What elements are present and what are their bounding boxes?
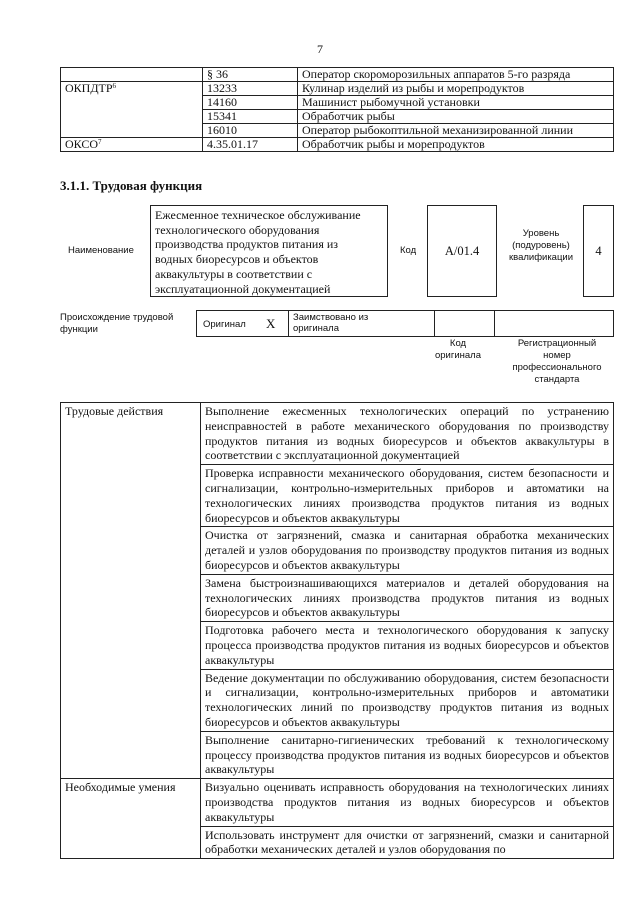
borrowed-label-line: Заимствовано из: [293, 312, 369, 323]
level-label: [502, 228, 580, 264]
reg-caption-line: Регистрационный: [517, 338, 597, 349]
classifier-row: [61, 82, 614, 96]
action-item: Ведение документации по обслуживанию оборудования, систем безопасности и сигнализации, контрольно-измерительных приборов и автоматики технологических линий по производству продуктов питания из водных биоресурсов и объектов аквакультуры: [201, 669, 614, 731]
classifier-name: [61, 82, 203, 96]
classifier-row: [61, 124, 614, 138]
classifier-code: 15341: [203, 110, 298, 124]
classifier-code: 14160: [203, 96, 298, 110]
actions-row: [61, 403, 614, 465]
origin-table: [196, 310, 614, 337]
original-cell: [197, 311, 260, 336]
function-name-line: эксплуатационной документацией: [155, 281, 331, 296]
classifier-title: Машинист рыбомучной установки: [298, 96, 614, 110]
original-label: Оригинал: [203, 319, 246, 330]
function-name-line: Ежесменное техническое обслуживание: [155, 208, 361, 222]
function-name-box: [150, 205, 388, 297]
origin-label-line: Происхождение трудовой: [60, 312, 174, 323]
action-item: Подготовка рабочего места и технологического оборудования к запуску процесса производства продуктов питания из водных биоресурсов и объектов аквакультуры: [201, 622, 614, 669]
classifier-code: § 36: [203, 68, 298, 82]
origin-label: [60, 312, 192, 336]
function-name-line: аквакультуры в соответствии с: [155, 266, 313, 281]
action-item: Замена быстроизнашивающихся материалов и деталей оборудования на технологических линиях производства продуктов питания из водных биоресурсов и объектов аквакультуры: [201, 574, 614, 621]
skill-item: Использовать инструмент для очистки от загрязнений, смазки и санитарной обработки механических деталей и узлов оборудования по: [201, 826, 614, 859]
original-mark: X: [266, 316, 276, 331]
classifier-row: [61, 68, 614, 82]
classifier-abbr: ОКСО: [65, 137, 99, 151]
skills-row: [61, 779, 614, 826]
classifier-row: [61, 96, 614, 110]
reg-caption-line: профессионального: [512, 362, 602, 373]
classifier-name: [61, 110, 203, 124]
section-title: 3.1.1. Трудовая функция: [60, 178, 203, 193]
classifier-title: Оператор рыбокоптильной механизированной линии: [298, 124, 614, 138]
footnote-ref: 7: [98, 138, 102, 146]
origin-label-line: функции: [60, 324, 98, 335]
classifier-code: 13233: [203, 82, 298, 96]
reg-caption-line: номер: [543, 350, 571, 361]
classifier-table: [60, 67, 614, 152]
code-caption-line: Код: [449, 338, 467, 349]
classifier-name: [61, 96, 203, 110]
classifier-name: [61, 68, 203, 82]
borrowed-cell: [288, 311, 434, 336]
classifier-row: [61, 110, 614, 124]
classifier-title: Обработчик рыбы и морепродуктов: [298, 138, 614, 152]
classifier-code: 4.35.01.17: [203, 138, 298, 152]
classifier-title: Кулинар изделий из рыбы и морепродуктов: [298, 82, 614, 96]
name-label: Наименование: [68, 245, 134, 256]
level-label-line: квалификации: [508, 252, 574, 263]
code-caption-line: оригинала: [434, 350, 481, 361]
reg-number-cell: [494, 311, 614, 336]
borrowed-label: [293, 312, 368, 334]
function-name-line: производства продуктов питания из: [155, 237, 339, 252]
page-number: 7: [317, 42, 323, 56]
action-item: Очистка от загрязнений, смазка и санитарная обработка механических деталей и узлов оборудования по производству продуктов питания из водных биоресурсов и объектов аквакультуры: [201, 527, 614, 574]
classifier-code: 16010: [203, 124, 298, 138]
skills-label: Необходимые умения: [61, 779, 201, 859]
function-name-line: водных биоресурсов и объектов: [155, 252, 319, 267]
original-code-cell: [434, 311, 494, 336]
classifier-title: Оператор скороморозильных аппаратов 5-го разряда: [298, 68, 614, 82]
classifier-title: Обработчик рыбы: [298, 110, 614, 124]
function-name-line: технологического оборудования: [155, 222, 320, 237]
labor-function-table: [60, 402, 614, 859]
classifier-row: [61, 138, 614, 152]
original-mark-cell: [260, 311, 288, 336]
action-item: Выполнение санитарно-гигиенических требований к технологическому процессу производства продуктов питания из водных биоресурсов и объектов аквакультуры: [201, 731, 614, 778]
skill-item: Визуально оценивать исправность оборудования на технологических линиях производства продуктов питания из водных биоресурсов и объектов аквакультуры: [201, 779, 614, 826]
action-item: Выполнение ежесменных технологических операций по устранению неисправностей в работе механического оборудования по производству продуктов питания из водных биоресурсов и объектов аквакультуры в соответствии с эксплуатационной документацией: [201, 403, 614, 465]
action-item: Проверка исправности механического оборудования, систем безопасности и сигнализации, контрольно-измерительных приборов и автоматики на технологических линиях производства продуктов питания из водных биоресурсов и объектов аквакультуры: [201, 465, 614, 527]
qualification-level: 4: [583, 205, 614, 297]
actions-label: Трудовые действия: [61, 403, 201, 779]
footnote-ref: 6: [112, 82, 117, 90]
reg-number-caption: [500, 338, 614, 386]
reg-caption-line: стандарта: [534, 374, 580, 385]
level-label-line: (подуровень): [512, 240, 570, 251]
classifier-abbr: ОКПДТР: [65, 81, 113, 95]
level-label-line: Уровень: [522, 228, 560, 239]
original-code-caption: [426, 338, 490, 362]
function-code: А/01.4: [427, 205, 497, 297]
code-label: Код: [400, 245, 417, 256]
classifier-name: [61, 124, 203, 138]
borrowed-label-line: оригинала: [293, 323, 340, 334]
classifier-name: [61, 138, 203, 152]
